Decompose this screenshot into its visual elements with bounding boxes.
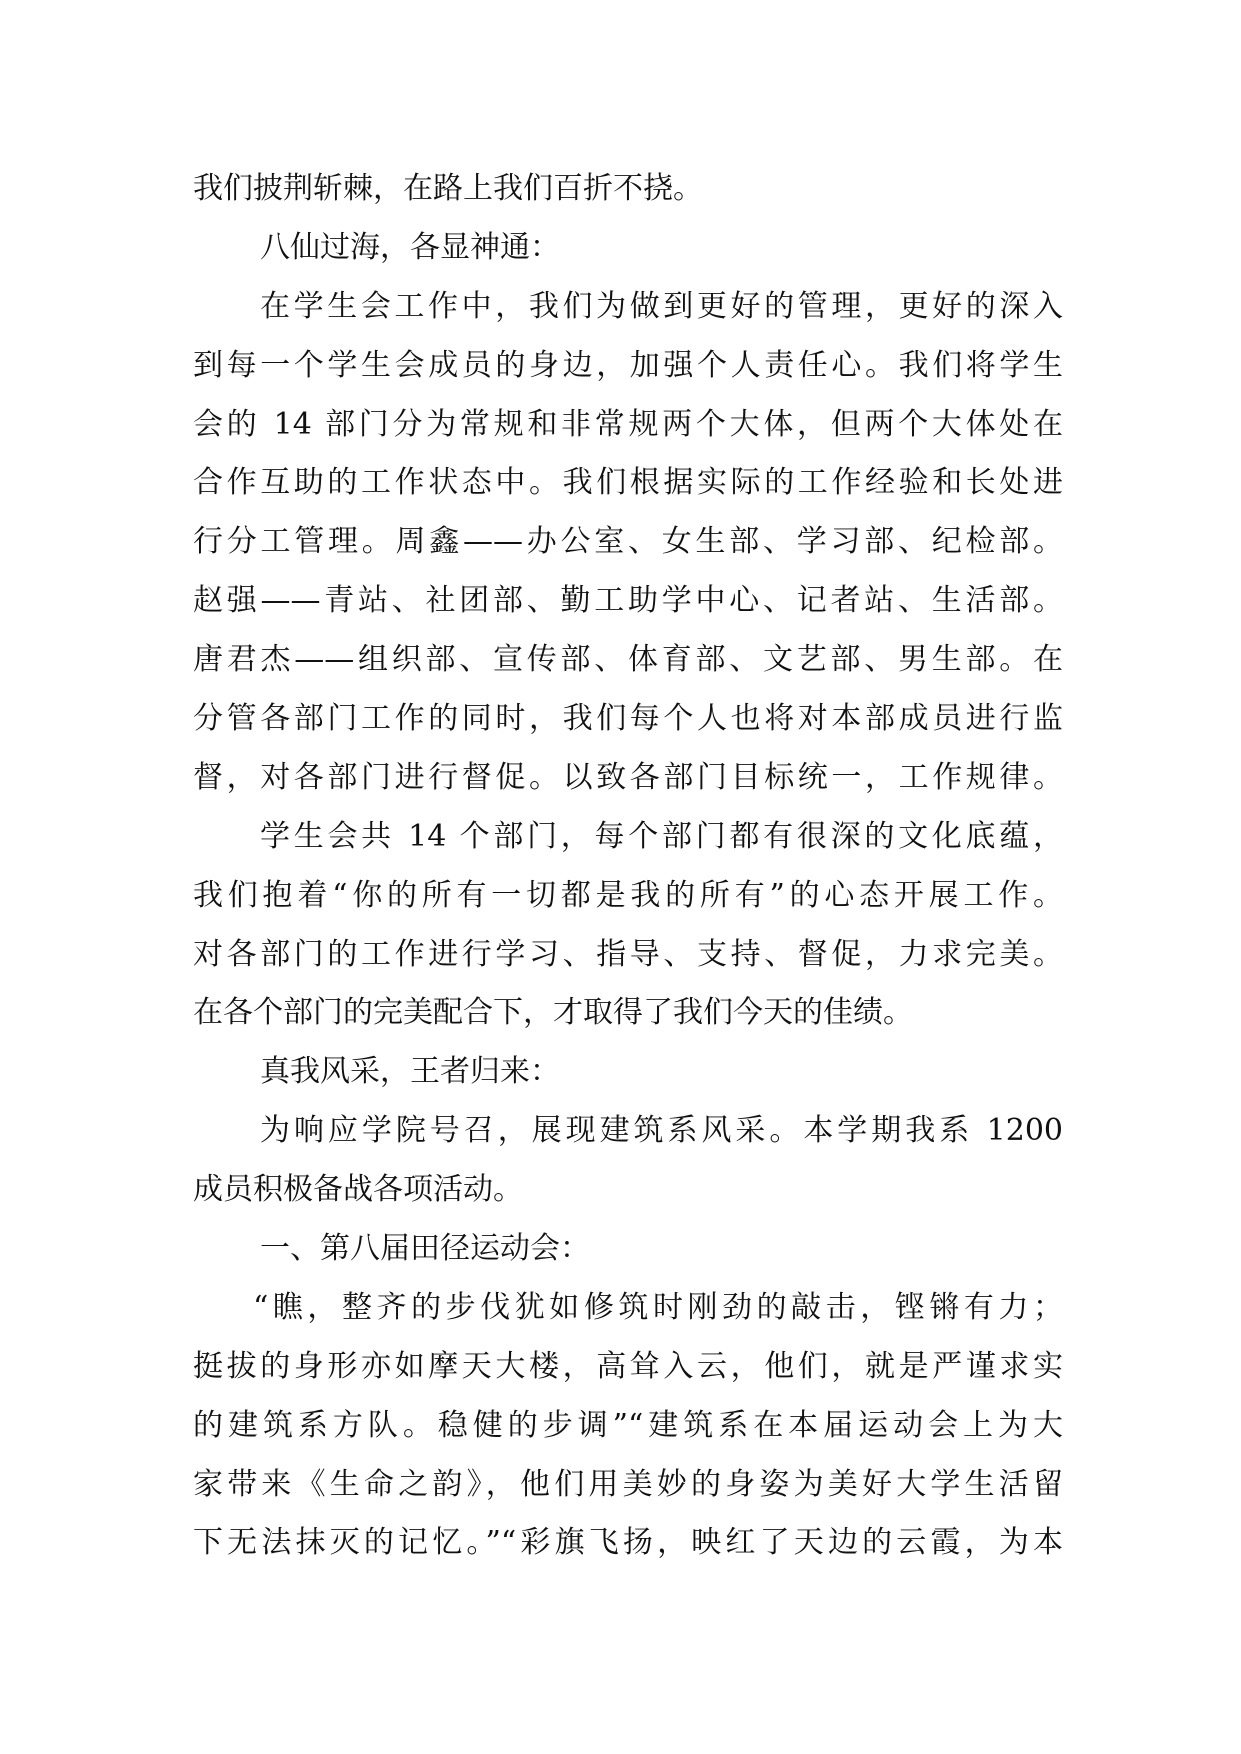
text-line: 到每一个学生会成员的身边，加强个人责任心。我们将学生 <box>193 347 1063 383</box>
text-line: 我们披荆斩棘，在路上我们百折不挠。 <box>193 171 703 206</box>
text-line: 合作互助的工作状态中。我们根据实际的工作经验和长处进 <box>193 465 1063 501</box>
text-line: 会的 14 部门分为常规和非常规两个大体，但两个大体处在 <box>193 406 1063 442</box>
text-line: 为响应学院号召，展现建筑系风采。本学期我系 1200 <box>260 1113 1063 1149</box>
text-line: 成员积极备战各项活动。 <box>193 1172 523 1208</box>
text-line: 对各部门的工作进行学习、指导、支持、督促，力求完美。 <box>193 936 1063 972</box>
section-heading: 一、第八届田径运动会： <box>260 1231 590 1267</box>
text-line: 下无法抹灭的记忆。”“彩旗飞扬，映红了天边的云霞，为本 <box>193 1525 1063 1561</box>
text-line: “瞧，整齐的步伐犹如修筑时刚劲的敲击，铿锵有力； <box>253 1289 1063 1325</box>
text-line: 在各个部门的完美配合下，才取得了我们今天的佳绩。 <box>193 995 913 1031</box>
section-heading: 八仙过海，各显神通： <box>260 229 560 265</box>
text-line: 行分工管理。周鑫——办公室、女生部、学习部、纪检部。 <box>193 524 1063 560</box>
text-line: 分管各部门工作的同时，我们每个人也将对本部成员进行监 <box>193 701 1063 737</box>
text-line: 唐君杰——组织部、宣传部、体育部、文艺部、男生部。在 <box>193 642 1063 678</box>
text-line: 家带来《生命之韵》，他们用美妙的身姿为美好大学生活留 <box>193 1466 1063 1502</box>
text-line: 我们抱着“你的所有一切都是我的所有”的心态开展工作。 <box>193 877 1063 913</box>
text-line: 学生会共 14 个部门，每个部门都有很深的文化底蕴， <box>260 818 1063 854</box>
text-line: 的建筑系方队。稳健的步调”“建筑系在本届运动会上为大 <box>193 1407 1063 1443</box>
body-text <box>193 160 1063 1573</box>
text-line: 督，对各部门进行督促。以致各部门目标统一，工作规律。 <box>193 759 1063 795</box>
text-line: 挺拔的身形亦如摩天大楼，高耸入云，他们，就是严谨求实 <box>193 1348 1063 1384</box>
text-line: 在学生会工作中，我们为做到更好的管理，更好的深入 <box>260 288 1063 324</box>
section-heading: 真我风采，王者归来： <box>260 1054 560 1090</box>
text-line: 赵强——青站、社团部、勤工助学中心、记者站、生活部。 <box>193 583 1063 619</box>
